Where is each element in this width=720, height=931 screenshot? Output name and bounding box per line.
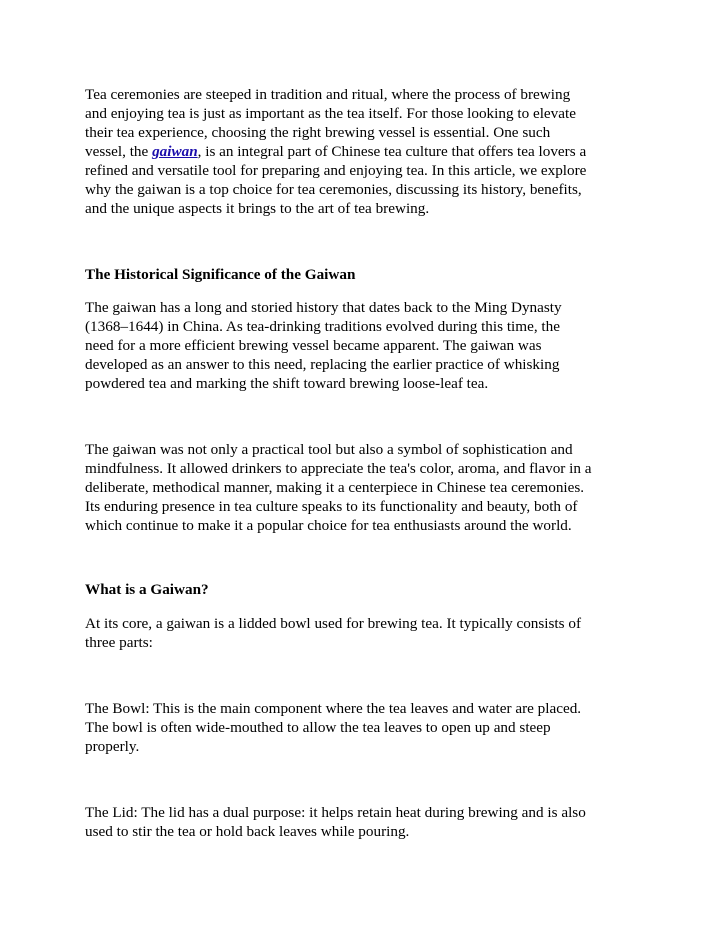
text-line: powdered tea and marking the shift toward brewing loose-leaf tea. xyxy=(85,375,489,392)
text-line: At its core, a gaiwan is a lidded bowl used for brewing tea. It typically consists of xyxy=(85,615,582,632)
intro-paragraph xyxy=(85,85,645,218)
text-line: properly. xyxy=(85,738,140,755)
bowl-paragraph xyxy=(85,699,645,756)
history-paragraph-2 xyxy=(85,440,645,535)
what-is-heading: What is a Gaiwan? xyxy=(85,581,209,598)
text-line: The Lid: The lid has a dual purpose: it helps retain heat during brewing and is also xyxy=(85,804,586,821)
text-line xyxy=(85,142,645,161)
text-line: refined and versatile tool for preparing and enjoying tea. In this article, we explore xyxy=(85,162,587,179)
text-line: The bowl is often wide-mouthed to allow the tea leaves to open up and steep xyxy=(85,719,551,736)
text-line: The Bowl: This is the main component where the tea leaves and water are placed. xyxy=(85,700,582,717)
text-line: their tea experience, choosing the right brewing vessel is essential. One such xyxy=(85,124,551,141)
text-line: and the unique aspects it brings to the art of tea brewing. xyxy=(85,200,430,217)
text-line: (1368–1644) in China. As tea-drinking traditions evolved during this time, the xyxy=(85,318,560,335)
text-fragment: vessel, the xyxy=(85,143,153,160)
text-line: The gaiwan was not only a practical tool but also a symbol of sophistication and xyxy=(85,441,573,458)
text-line: mindfulness. It allowed drinkers to appreciate the tea's color, aroma, and flavor in a xyxy=(85,460,592,477)
lid-paragraph xyxy=(85,803,645,841)
text-line: deliberate, methodical manner, making it a centerpiece in Chinese tea ceremonies. xyxy=(85,479,585,496)
text-line: Its enduring presence in tea culture speaks to its functionality and beauty, both of xyxy=(85,498,578,515)
text-line: Tea ceremonies are steeped in tradition and ritual, where the process of brewing xyxy=(85,86,571,103)
text-line: developed as an answer to this need, replacing the earlier practice of whisking xyxy=(85,356,560,373)
text-line: which continue to make it a popular choice for tea enthusiasts around the world. xyxy=(85,517,572,534)
text-line: used to stir the tea or hold back leaves while pouring. xyxy=(85,823,410,840)
history-heading: The Historical Significance of the Gaiwan xyxy=(85,266,356,283)
text-fragment: , is an integral part of Chinese tea culture that offers tea lovers a xyxy=(197,143,587,160)
text-line: three parts: xyxy=(85,634,153,651)
text-line: The gaiwan has a long and storied history that dates back to the Ming Dynasty xyxy=(85,299,562,316)
what-is-paragraph xyxy=(85,614,645,652)
text-line: and enjoying tea is just as important as the tea itself. For those looking to elevate xyxy=(85,105,576,122)
history-paragraph-1 xyxy=(85,298,645,393)
text-line: need for a more efficient brewing vessel became apparent. The gaiwan was xyxy=(85,337,542,354)
text-line: why the gaiwan is a top choice for tea ceremonies, discussing its history, benefits, xyxy=(85,181,582,198)
gaiwan-link[interactable]: gaiwan xyxy=(152,143,198,160)
